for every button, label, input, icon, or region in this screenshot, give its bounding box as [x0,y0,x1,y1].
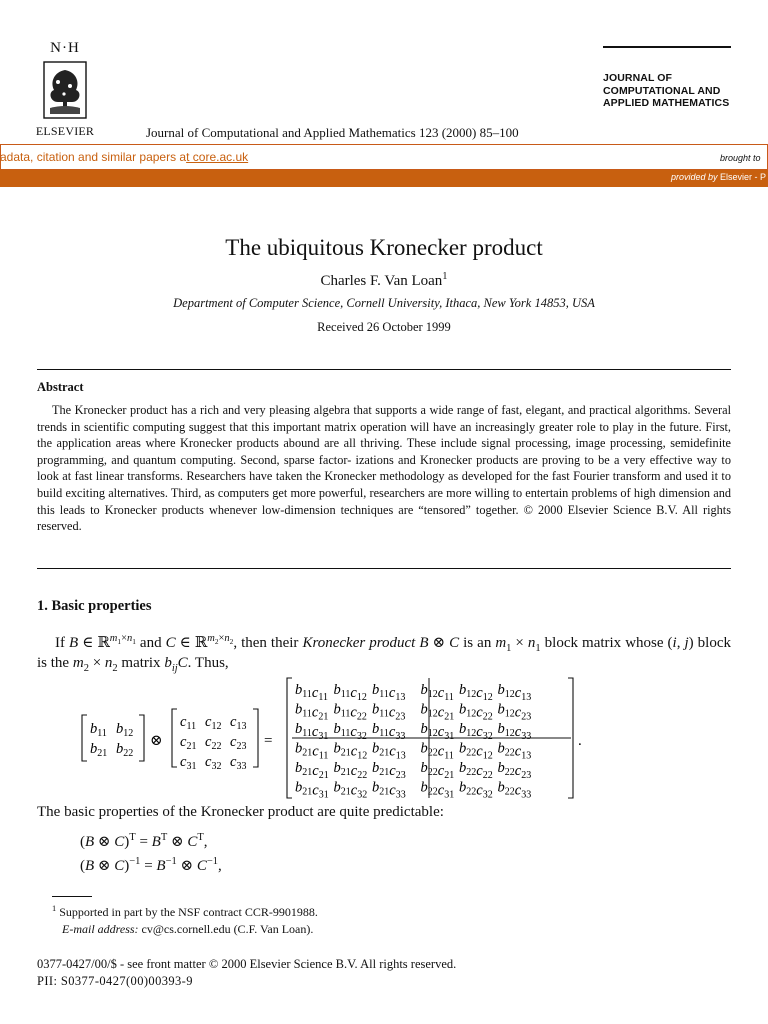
received-date: Received 26 October 1999 [317,320,451,334]
block-entry: $b_{21}c_{22}$ [333,760,368,781]
equation-period: . [578,733,582,749]
block-entry: $b_{12}c_{22}$ [459,701,493,723]
block-entry: $b_{21}c_{21}$ [295,760,329,781]
kronecker-equation [0,672,768,804]
matrix-b-right-bracket [139,715,144,761]
abstract-body: The Kronecker product has a rich and very pleasing algebra that supports a wide range of fast, elegant, and practical algorithms. Several trends in scientific computing suggest that this important matrix operation will have an increasingly greater role to play in the future. First, the application areas where Kronecker products abound are all thriving. These include signal processing, image processing, semidefinite programming, and quantum computing. Second, sparse factor- izations and Kronecker products are proving to be a very effective way to look at fast linear transforms. Researchers have taken the Kronecker methodology as developed for the fast Fourier transform and used it to build exciting alternatives. Third, as computers get more powerful, researchers are more willing to entertain problems of high dimension and this leads to Kronecker products whenever low-dimension techniques are “tensored” together. © 2000 Elsevier Science B.V. All rights reserved. [37,403,731,534]
block-entry: $b_{11}c_{31}$ [295,721,329,742]
article-author [0,273,768,290]
intro-if: If [55,635,65,651]
block-entry: $b_{22}c_{13}$ [497,740,532,762]
publisher-name: ELSEVIER [35,124,95,138]
email-address: cv@cs.cornell.edu (C.F. Van Loan). [141,922,314,936]
journal-name-rule [603,46,731,48]
matrix-c-entry: $c_{11}$ [180,714,197,732]
brought-to-label: brought to [720,153,761,163]
block-entry: $b_{21}c_{13}$ [372,740,406,762]
author-affiliation: Department of Computer Science, Cornell University, Ithaca, New York 14853, USA [173,296,595,310]
block-entry: $b_{22}c_{22}$ [459,760,493,781]
block-entry: $b_{11}c_{23}$ [372,701,406,723]
block-entry: $b_{11}c_{13}$ [372,682,406,703]
block-entry: $b_{12}c_{11}$ [420,682,454,703]
block-entry: $b_{22}c_{32}$ [459,779,493,801]
core-banner-text [0,150,248,164]
footnote-rule [52,896,92,897]
section-heading: 1. Basic properties [37,598,152,614]
block-entry: $b_{12}c_{33}$ [497,721,532,742]
block-entry: $b_{22}c_{12}$ [459,740,493,762]
property-inverse: (B ⊗ $C)^{-1} = B^{-1}$ ⊗ $C^{-1}$, [80,856,222,874]
logo-monogram: N·H [50,40,80,56]
result-left-bracket [287,678,292,798]
pii-line: PII: S0377-0427(00)00393-9 [37,974,193,988]
block-entry: $b_{12}c_{31}$ [420,721,455,742]
abstract-bottom-rule [37,568,731,569]
core-link[interactable]: t core.ac.uk [186,150,249,164]
block-entry: $b_{11}c_{11}$ [295,682,328,703]
matrix-c-entry: $c_{21}$ [180,734,197,752]
provider-name: Elsevier - P [717,172,766,182]
block-entry: $b_{11}c_{32}$ [333,721,367,742]
matrix-b-entry: $b_{21}$ [90,741,108,759]
matrix-c-entry: $c_{31}$ [180,754,197,772]
block-entry: $b_{21}c_{23}$ [372,760,406,781]
matrix-b-entry: $b_{12}$ [116,721,134,739]
journal-citation: Journal of Computational and Applied Mathematics 123 (2000) 85–100 [146,125,519,140]
property-transpose: (B ⊗ $C)^T = B^T$ ⊗ $C^T$, [80,832,208,850]
block-entry: $b_{22}c_{23}$ [497,760,532,781]
elsevier-tree-emblem [34,58,96,124]
matrix-b-entry: $b_{22}$ [116,741,134,759]
matrix-c-left-bracket [172,709,177,767]
equals-sign: = [264,733,273,749]
block-entry: $b_{12}c_{32}$ [459,721,493,742]
block-entry: $b_{21}c_{32}$ [333,779,368,801]
core-banner-prefix: adata, citation and similar papers a [0,150,187,164]
block-entry: $b_{21}c_{33}$ [372,779,406,801]
block-entry: $b_{12}c_{12}$ [459,682,493,703]
email-label: E-mail address: [62,922,139,936]
section-intro-paragraph: If B ∈ ℝ$^{m_1\times n_1}$ and C ∈ ℝ$^{m_2\times n_2}$, then their Kronecker product B ⊗ C is an $m_1 \times n_1$ block matrix whose (i, j) block is the $m_2 \times n_2$ matrix $b_{ij}C$. Thus, [37,633,731,674]
matrix-b-left-bracket [82,715,87,761]
matrix-c-entry: $c_{13}$ [230,714,247,732]
kron-operator: ⊗ [150,733,163,749]
block-entry: $b_{12}c_{23}$ [497,701,532,723]
journal-name-line: JOURNAL OF [603,72,673,84]
block-entry: $b_{12}c_{13}$ [497,682,532,703]
journal-name-line: COMPUTATIONAL AND [603,84,721,97]
abstract-top-rule [37,369,731,370]
matrix-c-right-bracket [253,709,258,767]
footnote-mark: 1 [52,904,57,913]
block-entry: $b_{11}c_{33}$ [372,721,406,742]
matrix-c-entry: $c_{33}$ [230,754,247,772]
abstract-heading: Abstract [37,380,84,394]
matrix-c-entry: $c_{32}$ [205,754,222,772]
footnote-support [52,905,318,920]
provided-by-label: provided by [670,172,718,182]
matrix-b-entry: $b_{11}$ [90,721,107,739]
provided-by-text[interactable] [671,172,768,182]
block-entry: $b_{11}c_{21}$ [295,701,329,723]
matrix-c-entry: $c_{22}$ [205,734,222,752]
block-entry: $b_{22}c_{21}$ [420,760,455,781]
author-name: Charles F. Van Loan [320,273,443,289]
article-title: The ubiquitous Kronecker product [225,235,543,260]
journal-name [603,72,729,110]
block-entry: $b_{11}c_{12}$ [333,682,367,703]
core-provided-strip [0,170,768,187]
term-kronecker-product: Kronecker product [302,635,416,651]
block-entry: $b_{21}c_{11}$ [295,740,329,762]
block-entry: $b_{21}c_{12}$ [333,740,368,762]
author-footnote-mark: 1 [442,271,448,282]
block-entry: $b_{12}c_{21}$ [420,701,455,723]
publisher-logo [34,40,96,138]
front-matter-line: 0377-0427/00/$ - see front matter © 2000 Elsevier Science B.V. All rights reserved. [37,957,457,971]
block-entry: $b_{11}c_{22}$ [333,701,367,723]
journal-name-line: APPLIED MATHEMATICS [603,97,730,109]
matrix-c-entry: $c_{23}$ [230,734,247,752]
footnote-email [62,922,313,937]
block-entry: $b_{22}c_{11}$ [420,740,454,762]
block-entry: $b_{21}c_{31}$ [295,779,329,801]
properties-intro: The basic properties of the Kronecker product are quite predictable: [37,804,444,820]
block-entry: $b_{22}c_{33}$ [497,779,532,801]
matrix-c-entry: $c_{12}$ [205,714,222,732]
footnote-support-text: Supported in part by the NSF contract CCR-9901988. [59,905,318,919]
block-entry: $b_{22}c_{31}$ [420,779,455,801]
